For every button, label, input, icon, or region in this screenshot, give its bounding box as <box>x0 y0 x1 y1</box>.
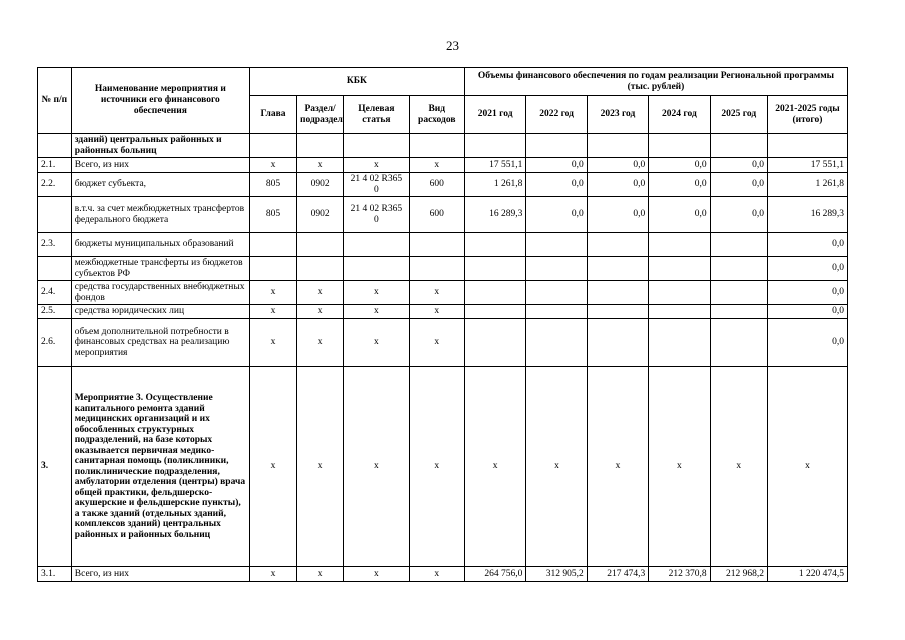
row-2024: 0,0 <box>649 197 710 233</box>
header-glava: Глава <box>249 96 296 134</box>
header-num: № п/п <box>38 68 72 134</box>
row-2023 <box>587 281 648 305</box>
row-celevaya: 21 4 02 R365 0 <box>344 197 410 233</box>
row-2022: 0,0 <box>526 197 587 233</box>
row-celevaya: х <box>344 567 410 582</box>
row-vid: 600 <box>409 173 464 197</box>
row-razdel <box>297 134 344 158</box>
budget-table <box>37 67 848 582</box>
row-index: 2.5. <box>38 305 72 319</box>
header-razdel: Раздел/ подраздел <box>297 96 344 134</box>
row-2025 <box>710 319 767 367</box>
row-razdel: х <box>297 281 344 305</box>
row-2021: 16 289,3 <box>464 197 525 233</box>
row-razdel: х <box>297 305 344 319</box>
row-razdel: 0902 <box>297 197 344 233</box>
table-row <box>38 319 848 367</box>
row-vid <box>409 233 464 257</box>
row-index: 2.1. <box>38 158 72 173</box>
row-vid: х <box>409 305 464 319</box>
row-2022: х <box>526 367 587 567</box>
row-2022 <box>526 305 587 319</box>
table-row <box>38 134 848 158</box>
row-2024 <box>649 134 710 158</box>
row-index: 3. <box>38 367 72 567</box>
row-2021: 1 261,8 <box>464 173 525 197</box>
row-razdel: х <box>297 367 344 567</box>
table-row <box>38 233 848 257</box>
row-2024: 212 370,8 <box>649 567 710 582</box>
row-2023 <box>587 305 648 319</box>
row-name: средства государственных внебюджетных фондов <box>71 281 249 305</box>
row-vid: 600 <box>409 197 464 233</box>
row-index: 2.6. <box>38 319 72 367</box>
row-total: 16 289,3 <box>767 197 847 233</box>
row-2025 <box>710 281 767 305</box>
table-row <box>38 257 848 281</box>
row-celevaya: х <box>344 158 410 173</box>
row-celevaya: х <box>344 281 410 305</box>
row-2024: 0,0 <box>649 158 710 173</box>
row-vid <box>409 134 464 158</box>
page-number: 23 <box>446 38 459 53</box>
row-glava <box>249 134 296 158</box>
table-row <box>38 281 848 305</box>
row-total: 0,0 <box>767 257 847 281</box>
row-vid: х <box>409 367 464 567</box>
row-2025: 212 968,2 <box>710 567 767 582</box>
row-index <box>38 134 72 158</box>
header-2022: 2022 год <box>526 96 587 134</box>
row-vid: х <box>409 319 464 367</box>
header-2025: 2025 год <box>710 96 767 134</box>
row-2025: 0,0 <box>710 197 767 233</box>
row-glava: х <box>249 281 296 305</box>
row-index: 2.4. <box>38 281 72 305</box>
row-vid: х <box>409 567 464 582</box>
row-2023 <box>587 134 648 158</box>
row-2025: 0,0 <box>710 173 767 197</box>
row-2024: х <box>649 367 710 567</box>
row-glava: х <box>249 567 296 582</box>
row-name: Всего, из них <box>71 158 249 173</box>
row-name: Мероприятие 3. Осуществление капитального ремонта зданий медицинских организаций и их обособленных структурных подразделений, на базе которых оказывается первичная медико-санитарная помощь (поликлиники, поликлинические подразделения, амбулатории отделения (центры) врача общей практики, фельдшерско-акушерские и фельдшерские пункты), а также зданий (отдельных зданий, комплексов зданий) центральных районных и районных больниц <box>71 367 249 567</box>
row-index: 2.3. <box>38 233 72 257</box>
row-index <box>38 197 72 233</box>
row-2021: 17 551,1 <box>464 158 525 173</box>
row-vid: х <box>409 158 464 173</box>
row-total <box>767 134 847 158</box>
row-razdel <box>297 233 344 257</box>
row-razdel: х <box>297 158 344 173</box>
row-2022 <box>526 319 587 367</box>
header-name: Наименование мероприятия и источники его финансового обеспечения <box>71 68 249 134</box>
row-razdel <box>297 257 344 281</box>
row-celevaya: 21 4 02 R365 0 <box>344 173 410 197</box>
row-index: 3.1. <box>38 567 72 582</box>
row-2025 <box>710 233 767 257</box>
row-2024: 0,0 <box>649 173 710 197</box>
header-vid: Вид расходов <box>409 96 464 134</box>
header-2024: 2024 год <box>649 96 710 134</box>
row-2022 <box>526 233 587 257</box>
row-2022: 312 905,2 <box>526 567 587 582</box>
row-total: х <box>767 367 847 567</box>
row-2021: 264 756,0 <box>464 567 525 582</box>
row-2024 <box>649 319 710 367</box>
row-total: 0,0 <box>767 305 847 319</box>
header-row-1 <box>38 68 848 96</box>
row-celevaya <box>344 257 410 281</box>
row-total: 0,0 <box>767 281 847 305</box>
row-2025 <box>710 305 767 319</box>
row-2023: 0,0 <box>587 173 648 197</box>
header-kbk: КБК <box>249 68 464 96</box>
row-2023: х <box>587 367 648 567</box>
row-2024 <box>649 257 710 281</box>
table-row <box>38 567 848 582</box>
table-row <box>38 305 848 319</box>
row-2025: х <box>710 367 767 567</box>
row-2022: 0,0 <box>526 158 587 173</box>
row-razdel: х <box>297 319 344 367</box>
header-2023: 2023 год <box>587 96 648 134</box>
row-celevaya <box>344 134 410 158</box>
header-2021: 2021 год <box>464 96 525 134</box>
row-2025 <box>710 257 767 281</box>
row-2022 <box>526 134 587 158</box>
row-name: бюджеты муниципальных образований <box>71 233 249 257</box>
row-name: Всего, из них <box>71 567 249 582</box>
row-celevaya <box>344 233 410 257</box>
header-total: 2021-2025 годы (итого) <box>767 96 847 134</box>
row-2023 <box>587 257 648 281</box>
row-total: 0,0 <box>767 319 847 367</box>
row-2021: х <box>464 367 525 567</box>
row-2021 <box>464 281 525 305</box>
row-2022 <box>526 281 587 305</box>
row-glava <box>249 257 296 281</box>
row-total: 1 220 474,5 <box>767 567 847 582</box>
row-name: в.т.ч. за счет межбюджетных трансфертов федерального бюджета <box>71 197 249 233</box>
row-2024 <box>649 305 710 319</box>
row-2021 <box>464 233 525 257</box>
row-2021 <box>464 257 525 281</box>
row-vid: х <box>409 281 464 305</box>
row-2021 <box>464 134 525 158</box>
row-celevaya: х <box>344 367 410 567</box>
row-glava <box>249 233 296 257</box>
row-glava: х <box>249 158 296 173</box>
header-celevaya: Целевая статья <box>344 96 410 134</box>
row-2021 <box>464 305 525 319</box>
row-2022: 0,0 <box>526 173 587 197</box>
row-name: объем дополнительной потребности в финансовых средствах на реализацию мероприятия <box>71 319 249 367</box>
table-row <box>38 158 848 173</box>
row-2023 <box>587 233 648 257</box>
row-2024 <box>649 281 710 305</box>
row-glava: 805 <box>249 197 296 233</box>
row-glava: х <box>249 367 296 567</box>
row-name: бюджет субъекта, <box>71 173 249 197</box>
row-2023 <box>587 319 648 367</box>
row-razdel: 0902 <box>297 173 344 197</box>
table-row <box>38 367 848 567</box>
row-celevaya: х <box>344 319 410 367</box>
row-vid <box>409 257 464 281</box>
row-2025 <box>710 134 767 158</box>
row-glava: х <box>249 319 296 367</box>
row-glava: 805 <box>249 173 296 197</box>
row-name: межбюджетные трансферты из бюджетов субъектов РФ <box>71 257 249 281</box>
row-2023: 0,0 <box>587 158 648 173</box>
row-glava: х <box>249 305 296 319</box>
row-2022 <box>526 257 587 281</box>
row-index <box>38 257 72 281</box>
row-2025: 0,0 <box>710 158 767 173</box>
row-2023: 217 474,3 <box>587 567 648 582</box>
table-row <box>38 173 848 197</box>
row-2021 <box>464 319 525 367</box>
row-razdel: х <box>297 567 344 582</box>
table-row <box>38 197 848 233</box>
row-2024 <box>649 233 710 257</box>
row-total: 0,0 <box>767 233 847 257</box>
row-total: 1 261,8 <box>767 173 847 197</box>
header-volumes: Объемы финансового обеспечения по годам реализации Региональной программы (тыс. рублей) <box>464 68 847 96</box>
row-2023: 0,0 <box>587 197 648 233</box>
row-name: зданий) центральных районных и районных больниц <box>71 134 249 158</box>
row-celevaya: х <box>344 305 410 319</box>
row-total: 17 551,1 <box>767 158 847 173</box>
row-index: 2.2. <box>38 173 72 197</box>
row-name: средства юридических лиц <box>71 305 249 319</box>
